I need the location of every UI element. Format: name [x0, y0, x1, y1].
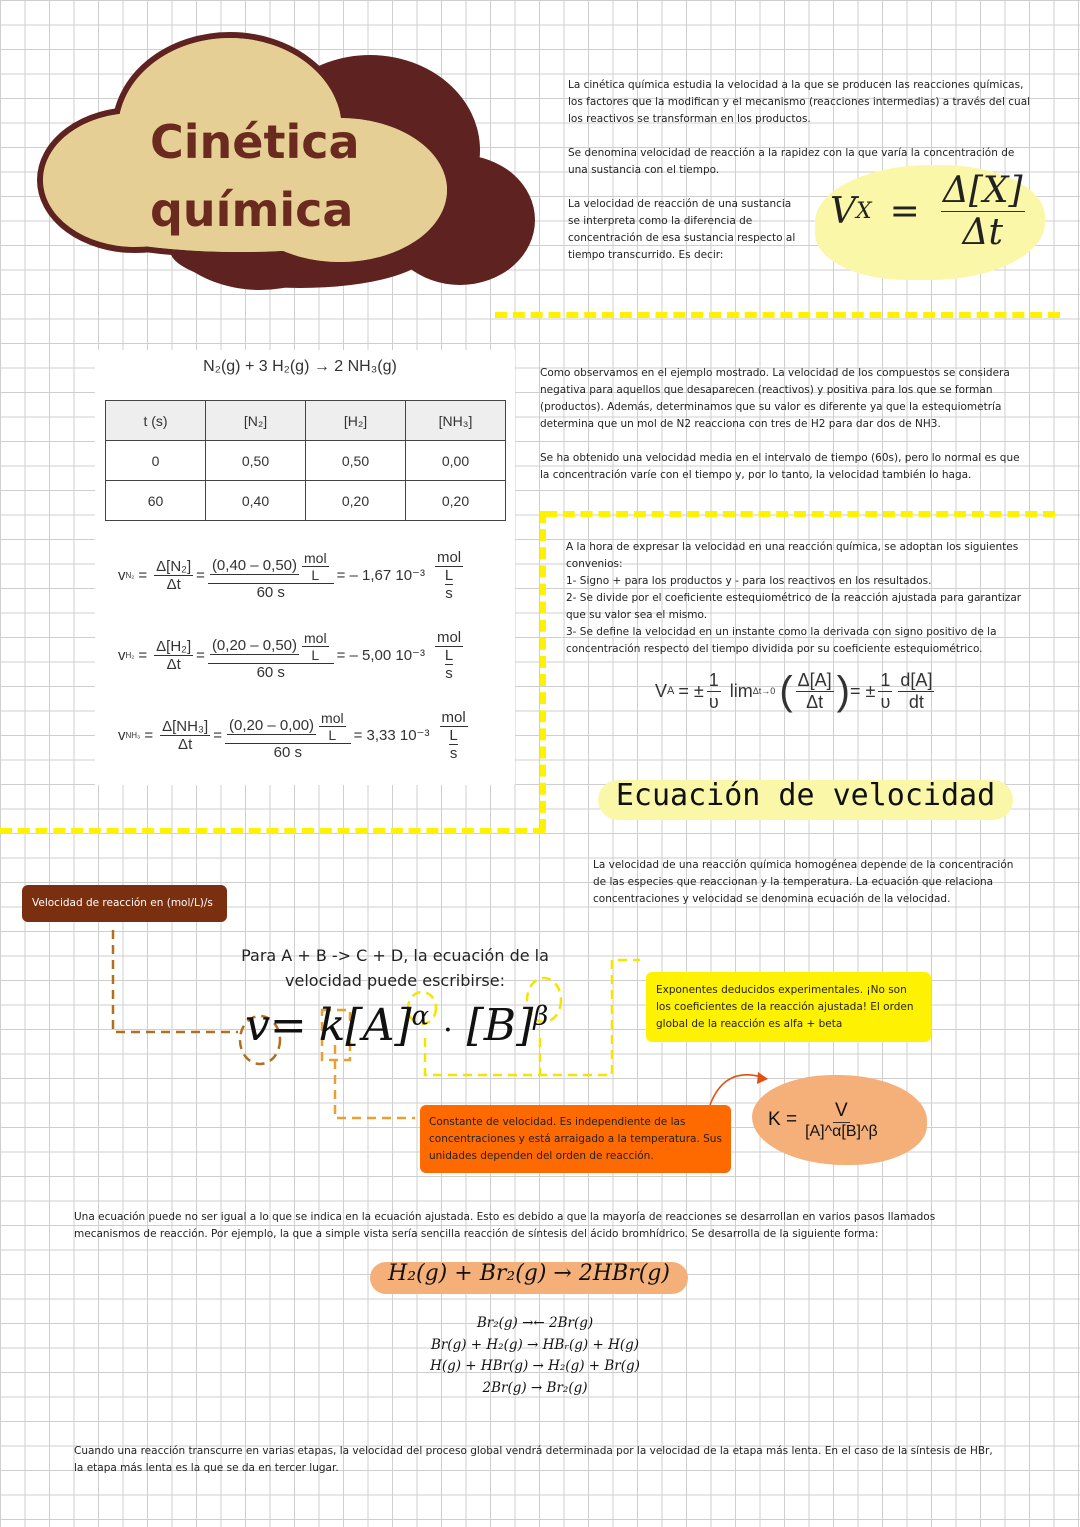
k-formula	[768, 1080, 881, 1160]
k-lhs: K =	[768, 1109, 798, 1130]
calc-unit-num: mol	[321, 709, 344, 726]
table-cell: 0,00	[406, 441, 506, 481]
eq-equals: =	[269, 1000, 307, 1051]
rate-eq-paragraph: La velocidad de una reacción química homogénea depende de la concentración de las especies que reaccionan y la temperatura. La ecuación que relaciona concentraciones y velocidad se denomina ecuación de la velocidad.	[593, 859, 1014, 905]
instantaneous-rate-formula: V A = ± $\frac{1}{\upsilon}$ lim Δt→0 ( $\frac{\Delta[A]}{\Delta t}$ ) = ± $\frac{1}{\upsilon}$ $\frac{d[A]}{dt}$	[655, 668, 933, 713]
convention-item: 3- Se define la velocidad en un instante como la derivada con signo positivo de la concentración respecto del tiempo dividida por su coeficiente estequiométrico.	[566, 626, 997, 655]
divider-dashed	[0, 828, 545, 834]
intro-paragraph: La velocidad de reacción de una sustancia se interpreta como la diferencia de concentración de esa sustancia respecto al tiempo transcurrido. Es decir:	[568, 198, 796, 261]
calc-r-num: mol	[436, 628, 462, 646]
f-dden: dt	[908, 691, 924, 712]
explanation-paragraph: Como observamos en el ejemplo mostrado. La velocidad de los compuestos se considera negativa para aquellos que desaparecen (reactivos) y positiva para los que se forman (productos). Además, determinamos que su valor es diferente ya que la estequiometría determina que un mol de N2 reacciona con tres de H2 para dar dos de NH3.	[540, 367, 1010, 430]
mechanism-step: Br₂(g) →← 2Br(g)	[476, 1315, 594, 1331]
page-title	[150, 108, 360, 244]
rate-calculation-row: v N₂ = $\frac{\text{Δ[N₂]}}{\Delta t}$ = (0,40 – 0,50) $\frac{\text{mol}}{L}$ 60 s = – 1,67 10⁻³ mol L s	[118, 548, 462, 602]
mechanism-step: Br(g) + H₂(g) → HBᵣ(g) + H(g)	[430, 1336, 640, 1353]
intro-paragraph: La cinética química estudia la velocidad a la que se producen las reacciones químicas, los factores que la modifican y el mecanismo (reacciones intermedias) a través del cual los reactivos se transforman en los productos.	[568, 79, 1031, 125]
calc-den: Δt	[178, 735, 193, 753]
calc-result: = 3,33 10⁻³	[353, 727, 430, 744]
table-row	[106, 441, 506, 481]
calc-unit-num: mol	[304, 629, 327, 646]
calc-r-den: s	[445, 664, 453, 682]
calc-num: Δ[NH₃]	[162, 717, 209, 735]
calc-unit-den: L	[328, 726, 337, 743]
table-header-row	[106, 401, 506, 441]
table-cell: 0,20	[306, 481, 406, 521]
mechanism-paragraph: Una ecuación puede no ser igual a lo que se indica en la ecuación ajustada. Esto es debido a que la mayoría de reacciones se desarrollan en varios pasos llamados mecanismos de reacción. Por ejemplo, la que a simple vista sería sencilla reacción de síntesis del ácido bromhídrico. Se desarrolla de la siguiente forma:	[74, 1211, 936, 1240]
f-one2: 1	[880, 669, 891, 690]
f-pm: = ±	[678, 680, 704, 701]
title-line-2: química	[150, 183, 354, 237]
eq-beta: β	[533, 1001, 549, 1032]
mechanism-steps	[385, 1313, 685, 1399]
table-cell: 0,50	[206, 441, 306, 481]
calc-sub: N₂	[125, 570, 135, 580]
column-header: [NH₃]	[406, 401, 506, 441]
k-den: [A]^α[B]^β	[805, 1122, 878, 1140]
f-sub: A	[667, 685, 675, 697]
calc-r-num: mol	[436, 548, 462, 566]
rate-calculations	[118, 535, 518, 775]
divider-dashed	[495, 312, 1060, 318]
mechanism-step: 2Br(g) → Br₂(g)	[482, 1379, 588, 1396]
calc-result: = – 1,67 10⁻³	[336, 567, 425, 584]
eq-v: v	[245, 1000, 270, 1051]
f-eq2: = ±	[850, 680, 876, 701]
calc-time: 60 s	[256, 663, 285, 681]
column-header: [H₂]	[306, 401, 406, 441]
formula-sub: X	[856, 199, 872, 224]
calc-result: = – 5,00 10⁻³	[336, 647, 425, 664]
rate-constant-note: Constante de velocidad. Es independiente de las concentraciones y está arraigado a la temperatura. Sus unidades dependen del orden de reacción.	[420, 1105, 731, 1173]
calc-v: v	[118, 646, 126, 664]
calc-r-mid: L	[444, 566, 454, 584]
calc-diff: (0,20 – 0,00)	[228, 716, 315, 734]
eq-a: [A]	[345, 1000, 412, 1051]
rate-calculation-row: v H₂ = $\frac{\text{Δ[H₂]}}{\Delta t}$ = (0,20 – 0,50) $\frac{\text{mol}}{L}$ 60 s = – 5,00 10⁻³ mol L s	[118, 628, 462, 682]
calc-r-mid: L	[444, 646, 454, 664]
calc-den: Δt	[166, 655, 181, 673]
divider-dashed	[545, 511, 1055, 517]
rate-calculation-row: v NH₃ = $\frac{\text{Δ[NH₃]}}{\Delta t}$ = (0,20 – 0,00) $\frac{\text{mol}}{L}$ 60 s = 3,33 10⁻³ mol L s	[118, 708, 466, 762]
calc-unit-num: mol	[304, 549, 327, 566]
calc-num: Δ[H₂]	[156, 637, 192, 655]
formula-num: Δ[X]	[942, 170, 1023, 211]
calc-sub: NH₃	[125, 730, 141, 740]
eq-dot: ·	[443, 1013, 453, 1048]
calc-diff: (0,20 – 0,50)	[211, 636, 297, 654]
calc-r-den: s	[449, 744, 458, 762]
f-dnum: d[A]	[900, 669, 933, 690]
calc-r-num: mol	[441, 708, 466, 726]
intro-paragraph: Se denomina velocidad de reacción a la rapidez con la que varía la concentración de una sustancia con el tiempo.	[568, 147, 1015, 176]
calc-den: Δt	[166, 575, 181, 593]
f-num: Δ[A]	[797, 669, 832, 690]
table-row	[106, 481, 506, 521]
section-heading: Ecuación de velocidad	[615, 778, 996, 813]
eq-alpha: α	[411, 1001, 430, 1032]
exponents-note: Exponentes deducidos experimentales. ¡No son los coeficientes de la reacción ajustada! El orden global de la reacción es alfa + beta	[646, 972, 931, 1042]
calc-unit-den: L	[311, 566, 320, 583]
calc-time: 60 s	[256, 583, 285, 601]
explanation-paragraph: Se ha obtenido una velocidad media en el intervalo de tiempo (60s), pero lo normal es que la concentración varíe con el tiempo y, por lo tanto, la velocidad también lo haga.	[540, 452, 1020, 481]
conventions-text	[566, 539, 1036, 658]
concentration-table	[105, 400, 506, 521]
f-limsub: Δt→0	[752, 686, 776, 696]
calc-num: Δ[N₂]	[156, 557, 192, 575]
reaction-equation: N₂(g) + 3 H₂(g) → 2 NH₃(g)	[203, 358, 397, 375]
convention-item: 1- Signo + para los productos y - para los reactivos en los resultados.	[566, 575, 932, 587]
calc-v: v	[118, 726, 126, 744]
table-cell: 0,50	[306, 441, 406, 481]
overall-reaction: H₂(g) + Br₂(g) → 2HBr(g)	[388, 1261, 670, 1286]
conclusion-paragraph: Cuando una reacción transcurre en varias etapas, la velocidad del proceso global vendrá determinada por la velocidad de la etapa más lenta. En el caso de la síntesis de HBr, la etapa más lenta es la que se da en tercer lugar.	[74, 1445, 993, 1474]
rate-eq-intro: Para A + B -> C + D, la ecuación de la velocidad puede escribirse:	[241, 946, 549, 990]
f-lhs: V	[655, 680, 668, 701]
table-cell: 60	[106, 481, 206, 521]
f-nu: υ	[708, 691, 719, 712]
column-header: [N₂]	[206, 401, 306, 441]
column-header: t (s)	[106, 401, 206, 441]
convention-item: 2- Se divide por el coeficiente estequiométrico de la reacción ajustada para garantizar que su valor sea el mismo.	[566, 592, 1022, 621]
rate-law-equation	[245, 1000, 548, 1051]
mechanism-step: H(g) + HBr(g) → H₂(g) + Br(g)	[430, 1358, 640, 1374]
table-cell: 0,20	[406, 481, 506, 521]
formula-den: Δt	[962, 212, 1003, 253]
f-den: Δt	[806, 691, 824, 712]
calc-r-mid: L	[449, 726, 458, 744]
f-lim: lim	[729, 680, 753, 701]
eq-b: [B]	[466, 1000, 534, 1051]
velocity-formula: V X = $\frac{\Delta[X]}{\Delta t}$	[830, 170, 1023, 253]
k-num: V	[835, 1099, 848, 1121]
f-one: 1	[708, 669, 719, 690]
divider-dashed	[540, 511, 546, 831]
conventions-intro: A la hora de expresar la velocidad en una reacción química, se adoptan los siguientes convenios:	[566, 541, 1019, 570]
title-line-1: Cinética	[150, 115, 360, 169]
f-nu2: υ	[880, 691, 891, 712]
calc-diff: (0,40 – 0,50)	[211, 556, 297, 574]
calc-v: v	[118, 566, 126, 584]
table-cell: 0	[106, 441, 206, 481]
calc-r-den: s	[445, 584, 453, 602]
calc-unit-den: L	[311, 646, 320, 663]
table-cell: 0,40	[206, 481, 306, 521]
calc-time: 60 s	[273, 743, 302, 761]
formula-lhs: V	[830, 191, 856, 232]
eq-k: k	[318, 1000, 346, 1051]
label-rate-units: Velocidad de reacción en (mol/L)/s	[22, 885, 227, 922]
explanation-text	[540, 365, 1030, 484]
calc-sub: H₂	[125, 650, 135, 660]
